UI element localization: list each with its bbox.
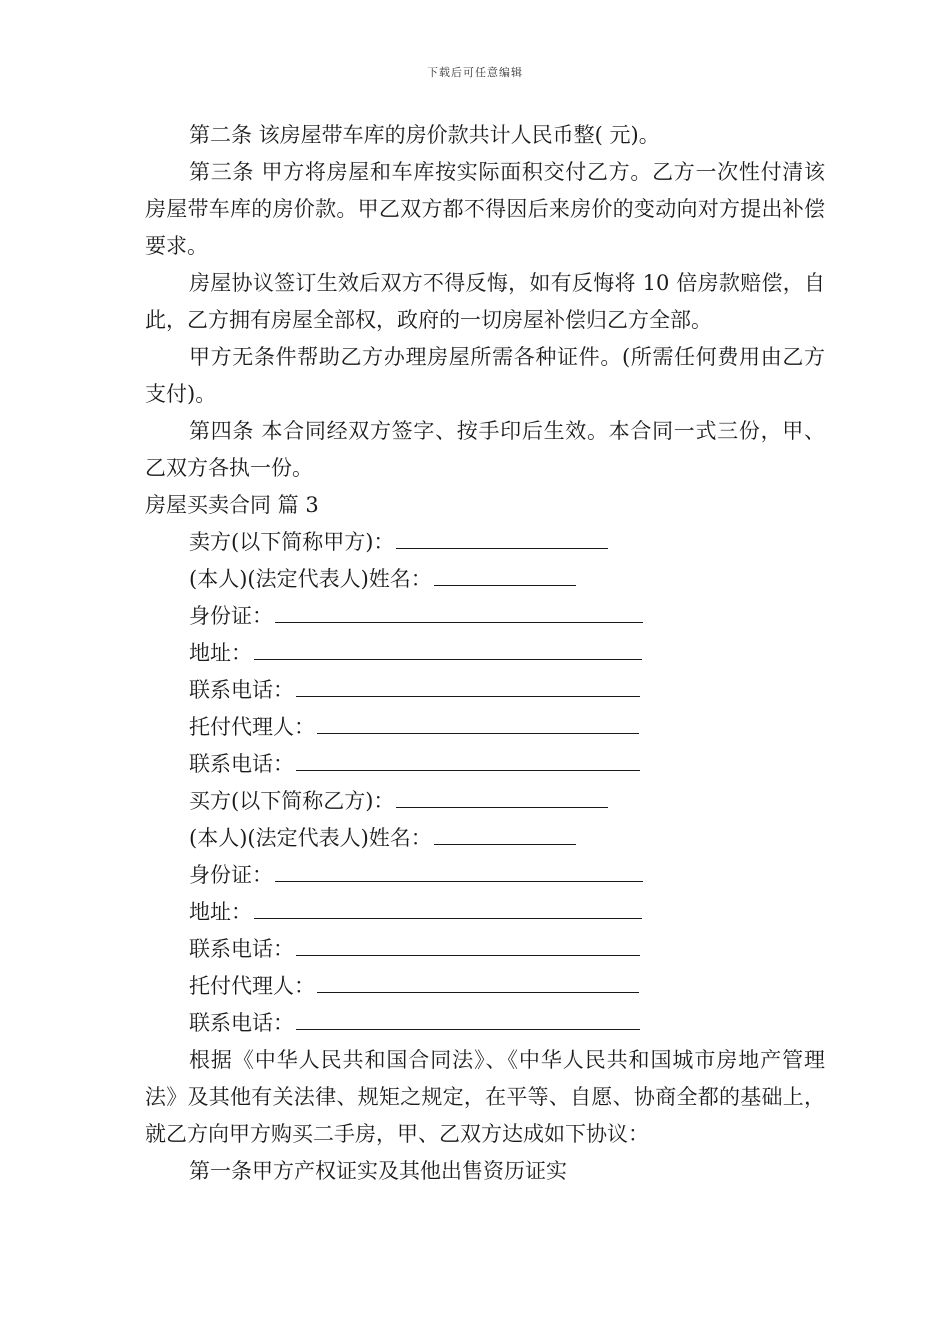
buyer-phone-label: 联系电话： (189, 937, 294, 961)
seller-agent-phone-field (145, 746, 825, 783)
buyer-title-label: 买方(以下简称乙方)： (189, 789, 395, 813)
buyer-id-label: 身份证： (189, 863, 273, 887)
buyer-name-blank[interactable] (434, 824, 576, 845)
article-2-paragraph: 第二条 该房屋带车库的房价款共计人民币整( 元)。 (189, 123, 660, 147)
seller-address-label: 地址： (189, 641, 252, 665)
seller-id-blank[interactable] (275, 602, 643, 623)
buyer-agent-phone-blank[interactable] (296, 1009, 640, 1030)
seller-title-label: 卖方(以下简称甲方)： (189, 530, 395, 554)
legal-basis-paragraph: 根据《中华人民共和国合同法》、《中华人民共和国城市房地产管理法》及其他有关法律、规矩之规定，在平等、自愿、协商全都的基础上，就乙方向甲方购买二手房，甲、乙双方达成如下协议： (145, 1048, 825, 1146)
buyer-title-field (145, 783, 825, 820)
seller-phone-field (145, 672, 825, 709)
buyer-address-field (145, 894, 825, 931)
buyer-phone-field (145, 931, 825, 968)
seller-agent-phone-blank[interactable] (296, 750, 640, 771)
page-header: 下载后可任意编辑 (427, 66, 523, 79)
seller-id-label: 身份证： (189, 604, 273, 628)
seller-name-blank[interactable] (434, 565, 576, 586)
seller-address-blank[interactable] (254, 639, 642, 660)
buyer-agent-label: 托付代理人： (189, 974, 315, 998)
seller-id-field (145, 598, 825, 635)
seller-title-field (145, 524, 825, 561)
article-1-paragraph: 第一条甲方产权证实及其他出售资历证实 (189, 1159, 567, 1183)
seller-agent-field (145, 709, 825, 746)
buyer-agent-phone-label: 联系电话： (189, 1011, 294, 1035)
buyer-agent-field (145, 968, 825, 1005)
buyer-name-field (145, 820, 825, 857)
seller-name-label: (本人)(法定代表人)姓名： (189, 567, 432, 591)
seller-phone-blank[interactable] (296, 676, 640, 697)
seller-phone-label: 联系电话： (189, 678, 294, 702)
buyer-agent-phone-field (145, 1005, 825, 1042)
seller-agent-blank[interactable] (317, 713, 639, 734)
article-4-paragraph: 第四条 本合同经双方签字、按手印后生效。本合同一式三份，甲、乙双方各执一份。 (145, 419, 825, 480)
seller-agent-phone-label: 联系电话： (189, 752, 294, 776)
article-3-paragraph: 第三条 甲方将房屋和车库按实际面积交付乙方。乙方一次性付清该房屋带车库的房价款。甲乙双方都不得因后来房价的变动向对方提出补偿要求。 (145, 160, 825, 258)
buyer-title-blank[interactable] (396, 787, 608, 808)
seller-address-field (145, 635, 825, 672)
seller-title-blank[interactable] (396, 528, 608, 549)
buyer-address-blank[interactable] (254, 898, 642, 919)
no-regret-paragraph: 房屋协议签订生效后双方不得反悔，如有反悔将 10 倍房款赔偿，自此，乙方拥有房屋全部权，政府的一切房屋补偿归乙方全部。 (145, 271, 825, 332)
buyer-phone-blank[interactable] (296, 935, 640, 956)
buyer-name-label: (本人)(法定代表人)姓名： (189, 826, 432, 850)
seller-agent-label: 托付代理人： (189, 715, 315, 739)
seller-name-field (145, 561, 825, 598)
buyer-id-field (145, 857, 825, 894)
document-body (145, 117, 825, 1190)
buyer-address-label: 地址： (189, 900, 252, 924)
buyer-agent-blank[interactable] (317, 972, 639, 993)
section-title: 房屋买卖合同 篇 3 (145, 493, 319, 517)
buyer-id-blank[interactable] (275, 861, 643, 882)
certificate-assist-paragraph: 甲方无条件帮助乙方办理房屋所需各种证件。(所需任何费用由乙方支付)。 (145, 345, 825, 406)
